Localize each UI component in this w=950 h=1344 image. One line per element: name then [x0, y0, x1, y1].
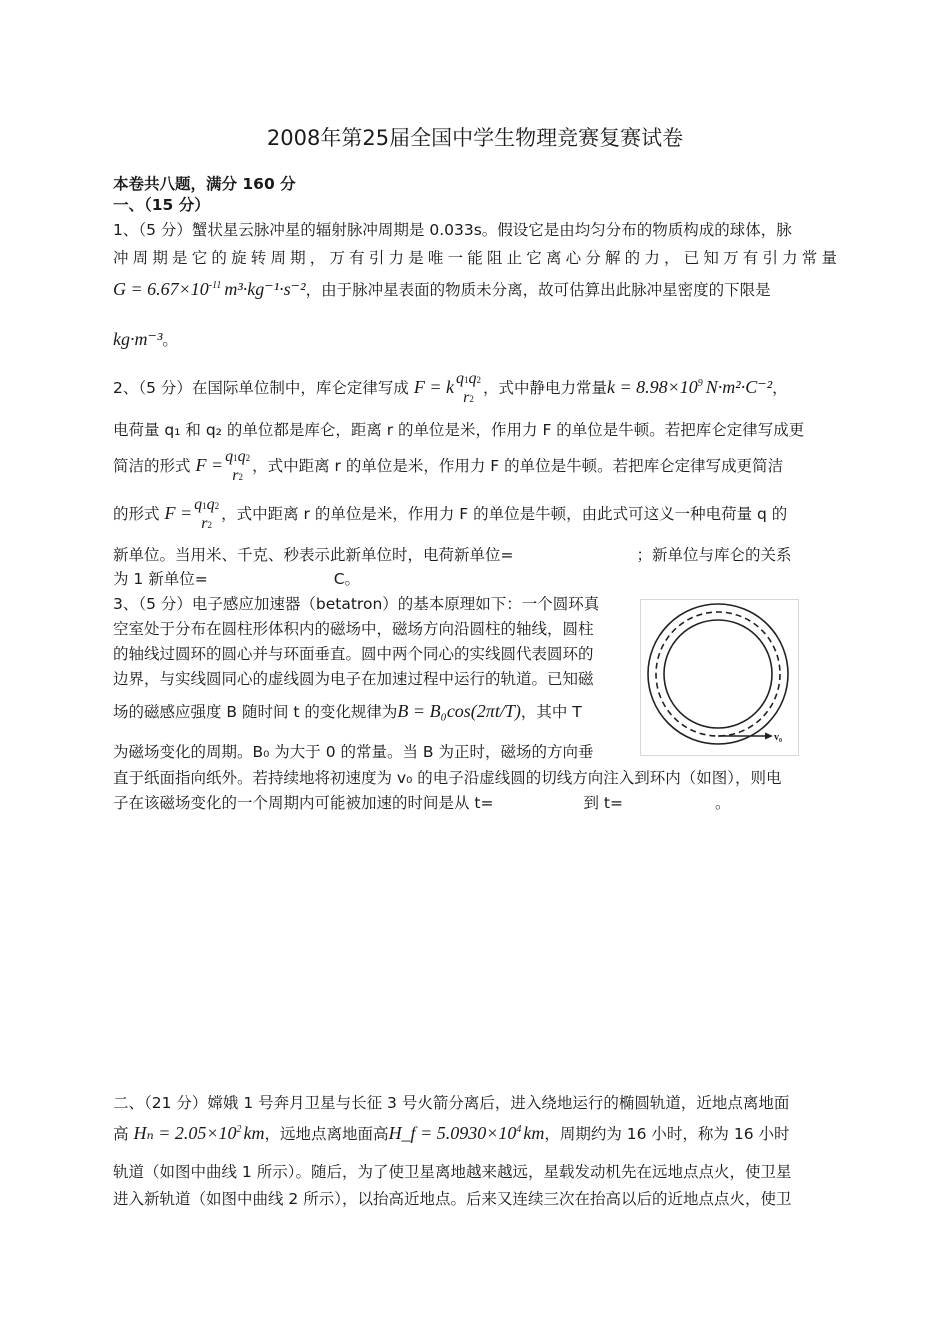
q1-answer-unit: kg·m⁻³。: [113, 329, 178, 349]
q3-line-4: 边界，与实线圆同心的虚线圆为电子在加速过程中运行的轨道。已知磁: [113, 670, 594, 688]
outer-ring-boundary: [648, 604, 788, 744]
q3-line-8: 子在该磁场变化的一个周期内可能被加速的时间是从 t= 到 t= 。: [113, 794, 731, 812]
coulomb-constant: $k = 8.98\times 10^9$ N·m²·C⁻²: [607, 377, 773, 398]
betatron-diagram: [641, 600, 798, 755]
apogee-height-formula: H_f = $5.0930\times 10^4$ km: [388, 1123, 545, 1143]
q2-line-5: 新单位。当用米、千克、秒表示此新单位时，电荷新单位= ；新单位与库仑的关系: [113, 546, 792, 564]
electron-orbit: [656, 612, 780, 736]
betatron-figure: [640, 599, 799, 756]
q2-line-4: 的形式 F = q1q2 r2 ，式中距离 r 的单位是米，作用力 F 的单位是牛顿，由此式可这义一种电荷量 q 的: [113, 496, 788, 532]
coulomb-law-formula: F = k q1q2 r2: [413, 370, 481, 406]
section-1-heading: 一、（15 分）: [113, 196, 210, 214]
section-2-line-3: 轨道（如图中曲线 1 所示）。随后，为了使卫星离地越来越远，星载发动机先在远地点点火，使卫星: [113, 1163, 792, 1181]
q1-line-3: $G = 6.67\times 10^{-11}$ m³·kg⁻¹·s⁻²，由于脉冲星表面的物质未分离，故可估算出此脉冲星密度的下限是: [113, 279, 771, 299]
q3-line-5: 场的磁感应强度 B 随时间 t 的变化规律为B = B₀cos(2πt/T)，其中 T: [113, 701, 582, 721]
magnetic-field-formula: B = B₀cos(2πt/T): [397, 701, 521, 721]
inner-ring-boundary: [664, 620, 772, 728]
simplified-coulomb-formula-1: F = q1q2 r2: [195, 448, 251, 484]
q2-line-3: 简洁的形式 F = q1q2 r2 ，式中距离 r 的单位是米，作用力 F 的单位是牛顿。若把库仑定律写成更简洁: [113, 448, 784, 484]
perigee-height-formula: $H_n = 2.05\times 10^2$ km: [133, 1123, 265, 1143]
gravitational-constant-formula: $G = 6.67\times 10^{-11}$ m³·kg⁻¹·s⁻²: [113, 279, 306, 299]
q3-line-1: 3、（5 分）电子感应加速器（betatron）的基本原理如下：一个圆环真: [113, 595, 600, 613]
section-2-line-1: 二、（21 分）嫦娥 1 号奔月卫星与长征 3 号火箭分离后，进入绕地运行的椭圆轨道，近地点离地面: [113, 1094, 790, 1112]
q1-line-1: 1、（5 分）蟹状星云脉冲星的辐射脉冲周期是 0.033s。假设它是由均匀分布的物质构成的球体，脉: [113, 221, 792, 239]
q3-line-7: 直于纸面指向纸外。若持续地将初速度为 v₀ 的电子沿虚线圆的切线方向注入到环内（如图），则电: [113, 769, 782, 787]
q2-line-2: 电荷量 q₁ 和 q₂ 的单位都是库仑，距离 r 的单位是米，作用力 F 的单位是牛顿。若把库仑定律写成更: [113, 421, 805, 439]
arrow-head-icon: [765, 733, 773, 740]
q1-line-2: 冲周期是它的旋转周期，万有引力是唯一能阻止它离心分解的力，已知万有引力常量: [113, 249, 837, 267]
page-title: 2008年第25届全国中学生物理竞赛复赛试卷: [266, 126, 684, 150]
section-2-line-4: 进入新轨道（如图中曲线 2 所示），以抬高近地点。后来又连续三次在抬高以后的近地点点火，使卫: [113, 1190, 792, 1208]
q3-line-2: 空室处于分布在圆柱形体积内的磁场中，磁场方向沿圆柱的轴线，圆柱: [113, 620, 594, 638]
q3-line-3: 的轴线过圆环的圆心并与环面垂直。圆中两个同心的实线圆代表圆环的: [113, 645, 594, 663]
simplified-coulomb-formula-2: F = q1q2 r2: [164, 496, 220, 532]
q2-line-6: 为 1 新单位= C。: [113, 570, 361, 588]
velocity-label: v₀: [774, 732, 782, 743]
q3-line-6: 为磁场变化的周期。B₀ 为大于 0 的常量。当 B 为正时，磁场的方向垂: [113, 743, 594, 761]
section-2-line-2: 高 $H_n = 2.05\times 10^2$ km，远地点离地面高H_f = $5.0930\times 10^4$ km，周期约为 16 小时，称为 16 小时: [113, 1123, 790, 1143]
exam-intro: 本卷共八题，满分 160 分: [113, 175, 296, 193]
q2-line-1: 2、（5 分）在国际单位制中，库仑定律写成 F = k q1q2 r2 ，式中静电力常量$k = 8.98\times 10^9$ N·m²·C⁻²，: [113, 370, 788, 406]
